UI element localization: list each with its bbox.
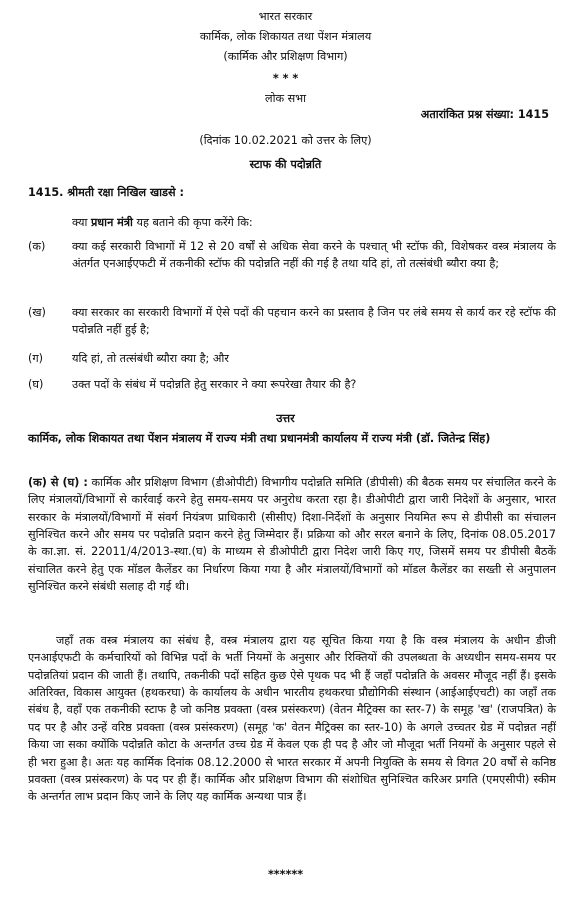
department-name: (कार्मिक और प्रशिक्षण विभाग) — [223, 50, 348, 63]
part-text: क्या कई सरकारी विभागों में 12 से 20 वर्षों से अधिक सेवा करने के पश्चात् भी स्टॉफ की, विशेषकर वस्त्र मंत्रालय के अंतर्गत एनआईएफटी में तकनीकी स्टॉफ की पदोन्नति नहीं की गई है तथा यदि हां, तो तत्संबंधी ब्यौरा क्या है; — [72, 240, 556, 271]
intro-suffix: यह बताने की कृपा करेंगे कि: — [132, 216, 253, 229]
subject-title: स्टाफ की पदोन्नति — [249, 158, 322, 171]
intro-addressee: प्रधान मंत्री — [90, 216, 133, 229]
part-label: (ग) — [28, 352, 44, 365]
question-part-ka — [28, 238, 556, 273]
govt-title: भारत सरकार — [258, 10, 313, 23]
answer-parts-label: (क) से (घ) : — [28, 476, 88, 489]
part-label: (घ) — [28, 378, 44, 391]
part-label: (ख) — [28, 306, 46, 319]
intro-prefix: क्या — [72, 216, 91, 229]
part-label: (क) — [28, 240, 46, 253]
separator-stars: * * * — [272, 72, 299, 85]
part-text: यदि हां, तो तत्संबंधी ब्यौरा क्या है; और — [72, 352, 229, 365]
answer-paragraph-1 — [28, 474, 556, 596]
answer-heading: उत्तर — [276, 412, 295, 425]
ministry-name: कार्मिक, लोक शिकायत तथा पेंशन मंत्रालय — [199, 30, 372, 43]
question-part-gha — [28, 376, 556, 393]
question-number: अतारांकित प्रश्न संख्या: 1415 — [420, 108, 549, 121]
house-name: लोक सभा — [265, 92, 306, 105]
part-text: क्या सरकार का सरकारी विभागों में ऐसे पदों की पहचान करने का प्रस्ताव है जिन पर लंबे समय से कार्य कर रहे स्टॉफ की पदोन्नति नहीं हुई है; — [72, 306, 556, 337]
answer-paragraph-1-text: कार्मिक और प्रशिक्षण विभाग (डीओपीटी) विभागीय पदोन्नति समिति (डीपीसी) की बैठक समय पर संचालित करने के लिए मंत्रालयों/विभागों से कार्रवाई करने हेतु समय-समय पर अनुरोध करता रहा है। डीओपीटी द्वारा जारी निदेशों के अनुसार, भारत सरकार के मंत्रालयों/विभागों में संवर्ग नियंत्रण प्राधिकारी (सीसीए) दिशा-निर्देशों के अनुसार नियमित रूप से डीपीसी का संचालन सुनिश्चित करने और समय पर पदोन्नति प्रदान करने हेतु जिम्मेदार हैं। प्रक्रिया को और सरल बनाने के लिए, दिनांक 08.05.2017 के का.ज्ञा. सं. 22011/4/2013-स्था.(घ) के माध्यम से डीओपीटी द्वारा निदेश जारी किए गए, जिसमें समय पर डीपीसी बैठकें संचालित करने हेतु एक मॉडल कैलेंडर का निर्धारण किया गया है और मंत्रालयों/विभागों को मॉडल कैलेंडर का सख्ती से अनुपालन सुनिश्चित करने संबंधी सलाह दी गई थी। — [28, 476, 556, 594]
question-part-ga — [28, 350, 556, 367]
end-stars: ****** — [267, 868, 304, 881]
part-text: उक्त पदों के संबंध में पदोन्नति हेतु सरकार ने क्या रूपरेखा तैयार की है? — [72, 378, 357, 391]
question-part-kha — [28, 304, 556, 339]
answering-minister: कार्मिक, लोक शिकायत तथा पेंशन मंत्रालय में राज्य मंत्री तथा प्रधानमंत्री कार्यालय में राज्य मंत्री (डॉ. जितेन्द्र सिंह) — [28, 432, 491, 445]
question-intro — [72, 214, 253, 231]
answer-paragraph-2: जहाँ तक वस्त्र मंत्रालय का संबंध है, वस्त्र मंत्रालय द्वारा यह सूचित किया गया है कि वस्त्र मंत्रालय के अधीन डीजी एनआईएफटी के कर्मचारियों को विभिन्न पदों के भर्ती नियमों के अनुसार और रिक्तियों की उपलब्धता के अध्यधीन समय-समय पर पदोन्नतियां प्रदान की जाती हैं। तथापि, तकनीकी पदों सहित कुछ ऐसे पृथक पद भी हैं जहाँ पदोन्नति के अवसर मौजूद नहीं हैं। इसके अतिरिक्त, विकास आयुक्त (हथकरघा) के कार्यालय के अधीन भारतीय हथकरघा प्रौद्योगिकी संस्थान (आईआईएचटी) का जहाँ तक संबंध है, वहाँ एक तकनीकी स्टाफ है जो कनिष्ठ प्रवक्ता (वस्त्र प्रसंस्करण) (वेतन मैट्रिक्स का स्तर-7) के समूह 'ख' (राजपत्रित) के पद पर है और उन्हें वरिष्ठ प्रवक्ता (वस्त्र प्रसंस्करण) (समूह 'क' वेतन मैट्रिक्स का स्तर-10) के अगले उच्चतर ग्रेड में पदोन्नत नहीं किया जा सका क्योंकि पदोन्नति कोटा के अन्तर्गत उच्च ग्रेड में केवल एक ही पद है और जो मौजूदा भर्ती नियमों के अनुसार पहले से ही भरा हुआ है। अतः यह कार्मिक दिनांक 08.12.2000 से भारत सरकार में अपनी नियुक्ति के समय से विगत 20 वर्षों से कनिष्ठ प्रवक्ता (वस्त्र प्रसंस्करण) के पद पर ही हैं। कार्मिक और प्रशिक्षण विभाग की संशोधित सुनिश्चित करिअर प्रगति (एमएसीपी) स्कीम के अन्तर्गत लाभ प्रदान किए जाने के लिए यह कार्मिक अन्यथा पात्र हैं। — [28, 634, 556, 804]
question-asker: 1415. श्रीमती रक्षा निखिल खाडसे : — [28, 186, 184, 199]
answer-date: (दिनांक 10.02.2021 को उत्तर के लिए) — [199, 134, 372, 147]
